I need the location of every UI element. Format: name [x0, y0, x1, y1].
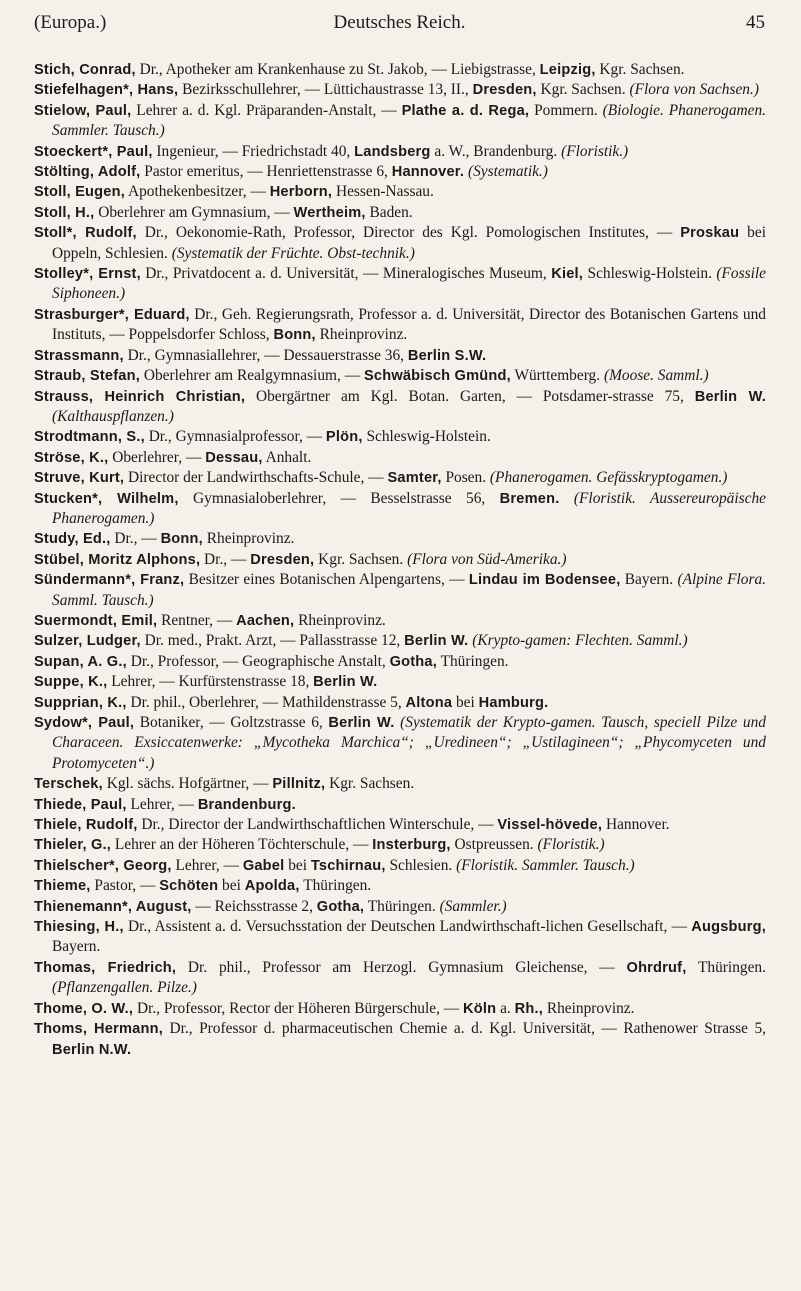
entry-place: Bonn, [160, 531, 203, 548]
entry-text: Bezirksschullehrer, — Lüttichaustrasse 13, II., [178, 81, 473, 99]
directory-entry [34, 489, 766, 530]
entry-text: Hannover. [602, 816, 670, 834]
entry-note: (Fossile Siphoneen.) [52, 265, 766, 303]
directory-entry [34, 468, 766, 488]
entry-name: Thoms, Hermann, [34, 1021, 163, 1038]
entry-text: Posen. [441, 469, 490, 487]
entry-note: (Flora von Süd-Amerika.) [407, 550, 567, 568]
entry-place: Kiel, [551, 266, 584, 283]
entry-text: bei [452, 693, 479, 711]
entry-place: Vissel-hövede, [497, 817, 603, 834]
entry-text: Rheinprovinz. [543, 999, 635, 1017]
page-number: 45 [746, 12, 765, 33]
entry-note: (Sammler.) [439, 897, 507, 915]
entry-name: Thome, O. W., [34, 1000, 134, 1017]
directory-entry [34, 611, 766, 631]
entry-note: (Systematik.) [467, 163, 548, 181]
directory-entry [34, 550, 766, 570]
entry-text: Dr., — [200, 550, 251, 568]
directory-entry [34, 223, 766, 264]
directory-entry [34, 815, 766, 835]
entry-place: Plathe a. d. Rega, [401, 102, 530, 119]
entry-place: Lindau im Bodensee, [468, 572, 621, 589]
entry-text: Dr. med., Prakt. Arzt, — Pallasstrasse 12, [140, 632, 405, 650]
entry-place: Gabel [242, 857, 285, 874]
entry-text: Lehrer, — [171, 856, 243, 874]
entry-text: Anhalt. [262, 448, 312, 466]
entry-text: Rheinprovinz. [315, 326, 408, 344]
entry-text: Besitzer eines Botanischen Alpengartens, — [184, 571, 469, 589]
entry-note: (Alpine Flora. Samml. Tausch.) [52, 571, 766, 609]
entry-text: Dr., Professor d. pharmaceutischen Chemie a. d. Kgl. Universität, — Rathenower Strasse 5, [162, 1020, 766, 1038]
entry-text: Oberlehrer am Realgymnasium, — [139, 367, 364, 385]
entry-name: Ströse, K., [34, 449, 109, 466]
entry-place: Aachen, [236, 612, 295, 629]
entry-note: (Floristik. Sammler. Tausch.) [456, 856, 635, 874]
entry-place: Leipzig, [539, 62, 596, 78]
entry-name: Suermondt, Emil, [34, 612, 158, 629]
entry-place: Plön, [325, 429, 363, 446]
entry-text: Rheinprovinz. [202, 530, 295, 548]
entry-text: Dr., Director der Landwirthschaftlichen Winterschule, — [137, 816, 498, 834]
entry-place: Landsberg [354, 143, 431, 160]
entry-text: Kgr. Sachsen. [536, 81, 630, 99]
entry-text: Thüringen. [437, 652, 509, 670]
entry-place: Bonn, [273, 327, 316, 344]
directory-entry [34, 60, 766, 80]
entry-text: Dr., Professor, Rector der Höheren Bürgerschule, — [133, 999, 464, 1017]
entry-name: Stoll*, Rudolf, [34, 225, 137, 242]
entry-name: Sündermann*, Franz, [34, 572, 185, 589]
entry-place: Augsburg, [691, 919, 766, 936]
entry-name: Stölting, Adolf, [34, 164, 141, 181]
entry-text: Dr., Geh. Regierungsrath, Professor a. d. Universität, Director des Botanischen Gartens und Instituts, — Poppelsdorfer Schloss, [52, 305, 766, 344]
directory-entry [34, 570, 766, 611]
entry-note: (Floristik.) [537, 836, 605, 854]
entry-text: Pastor, — [90, 877, 160, 895]
entry-text: bei [218, 877, 245, 895]
entry-text: Kgr. Sachsen. [314, 550, 408, 568]
entry-place: Dresden, [250, 551, 315, 568]
entry-text: Pommern. [529, 101, 603, 119]
entry-place: Proskau [680, 225, 740, 242]
directory-entry [34, 366, 766, 386]
entry-place: Bremen. [499, 490, 560, 507]
entry-name: Stoeckert*, Paul, [34, 143, 153, 160]
directory-entry [34, 203, 766, 223]
entry-text: Thüringen. [686, 958, 766, 976]
entry-place: Brandenburg. [197, 796, 296, 813]
directory-entry [34, 448, 766, 468]
entry-text: Gymnasialoberlehrer, — Besselstrasse 56, [178, 489, 500, 507]
entry-note: (Kalthauspflanzen.) [52, 407, 174, 425]
entry-text: Dr., Apotheker am Krankenhause zu St. Jakob, — Liebigstrasse, [135, 61, 540, 78]
entry-note: (Pflanzengallen. Pilze.) [52, 979, 197, 997]
entry-text: Bayern. [52, 938, 101, 956]
entry-place: Köln [463, 1000, 497, 1017]
entry-place: Berlin N.W. [52, 1041, 132, 1058]
entry-text: Dr., Professor, — Geographische Anstalt, [126, 652, 390, 670]
entry-place: Herborn, [269, 184, 333, 201]
directory-entry [34, 713, 766, 774]
entry-text: Lehrer an der Höheren Töchterschule, — [111, 836, 373, 854]
directory-entry [34, 80, 766, 100]
entry-name: Suppe, K., [34, 674, 108, 691]
entry-text: Rheinprovinz. [294, 611, 386, 629]
entry-text: Lehrer, — Kurfürstenstrasse 18, [107, 673, 314, 691]
entry-text: Hessen-Nassau. [332, 183, 434, 201]
entry-place: Samter, [387, 470, 442, 487]
entry-place: Berlin W. [694, 388, 766, 405]
entry-name: Stoll, Eugen, [34, 184, 125, 201]
entry-text: bei [284, 856, 311, 874]
entry-name: Strauss, Heinrich Christian, [34, 388, 246, 405]
directory-entry [34, 774, 766, 794]
directory-entry [34, 917, 766, 958]
entry-name: Thienemann*, August, [34, 898, 192, 915]
entry-place: Altona [405, 694, 453, 711]
entry-text: Botaniker, — Goltzstrasse 6, [134, 714, 329, 731]
entry-name: Sulzer, Ludger, [34, 633, 141, 650]
entry-place: Wertheim, [293, 204, 366, 221]
entry-note: (Flora von Sachsen.) [629, 81, 759, 99]
entry-place: Berlin W. [313, 674, 378, 691]
entry-text: Obergärtner am Kgl. Botan. Garten, — Potsdamer-strasse 75, [245, 387, 695, 405]
entry-note: (Biologie. Phanerogamen. Sammler. Tausch.) [52, 101, 766, 140]
entry-text: Pastor emeritus, — Henriettenstrasse 6, [140, 163, 392, 181]
page-title: Deutsches Reich. [333, 12, 466, 33]
directory-entry [34, 795, 766, 815]
entry-text: Kgr. Sachsen. [595, 61, 685, 78]
entry-text: Director der Landwirthschafts-Schule, — [124, 469, 388, 487]
entry-place: Hamburg. [478, 694, 549, 711]
entry-note: (Systematik der Früchte. Obst-technik.) [171, 244, 415, 262]
entry-place: Insterburg, [372, 837, 451, 854]
entry-text [559, 490, 573, 507]
entry-text: bei Oppeln, Schlesien. [52, 224, 766, 262]
directory-entry [34, 142, 766, 162]
entry-name: Thielscher*, Georg, [34, 857, 172, 874]
entry-name: Study, Ed., [34, 531, 111, 548]
entry-text: Baden. [365, 203, 413, 221]
entry-place: Dessau, [205, 449, 263, 466]
entry-text: a. [496, 999, 515, 1017]
entry-text: Apothekenbesitzer, — [124, 183, 270, 201]
directory-entry [34, 529, 766, 549]
entry-text: a. W., Brandenburg. [430, 142, 562, 160]
directory-entry [34, 305, 766, 346]
entry-note: (Krypto-gamen: Flechten. Samml.) [472, 632, 688, 650]
entry-name: Stich, Conrad, [34, 62, 136, 78]
entry-text: Oberlehrer am Gymnasium, — [94, 203, 294, 221]
entry-name: Thiele, Rudolf, [34, 817, 138, 834]
directory-entry [34, 999, 766, 1019]
entry-name: Thieler, G., [34, 837, 112, 854]
entry-name: Stoll, H., [34, 204, 95, 221]
entry-place: Gotha, [389, 653, 437, 670]
entry-name: Strassmann, [34, 347, 124, 364]
entry-name: Supprian, K., [34, 694, 127, 711]
directory-entry [34, 672, 766, 692]
entry-text: Rentner, — [157, 611, 237, 629]
entry-note: (Floristik. Aussereuropäische Phanerogamen.) [52, 489, 766, 527]
entry-text: Schleswig-Holstein. [583, 265, 717, 283]
directory-entry [34, 835, 766, 855]
page-header [34, 10, 765, 36]
entry-text: Dr., Gymnasiallehrer, — Dessauerstrasse 36, [123, 346, 408, 364]
entry-place: Schwäbisch Gmünd, [363, 368, 511, 385]
entry-text: Schleswig-Holstein. [362, 428, 491, 446]
directory-entry [34, 264, 766, 305]
directory-entry [34, 182, 766, 202]
entry-place: Berlin W. [404, 633, 469, 650]
entry-place: Schöten [159, 878, 219, 895]
entry-place: Ohrdruf, [626, 959, 687, 976]
entry-place: Hannover. [391, 164, 465, 181]
entry-name: Stolley*, Ernst, [34, 266, 141, 283]
entry-name: Stucken*, Wilhelm, [34, 490, 179, 507]
directory-entry [34, 631, 766, 651]
entry-place: Berlin S.W. [407, 347, 487, 364]
entry-place: Dresden, [472, 82, 537, 99]
directory-entry [34, 897, 766, 917]
directory-entry [34, 387, 766, 428]
entry-note: (Floristik.) [561, 142, 629, 160]
region-label: (Europa.) [34, 12, 107, 33]
entry-text: Dr., Oekonomie-Rath, Professor, Director des Kgl. Pomologischen Institutes, — [136, 224, 681, 242]
entry-text: Bayern. [620, 571, 678, 589]
entry-text: Ingenieur, — Friedrichstadt 40, [152, 142, 355, 160]
directory-entry [34, 876, 766, 896]
entry-text: Kgl. sächs. Hofgärtner, — [102, 775, 273, 793]
entry-name: Supan, A. G., [34, 653, 127, 670]
entry-name: Sydow*, Paul, [34, 715, 135, 731]
entry-note: (Phanerogamen. Gefässkryptogamen.) [489, 469, 728, 487]
directory-entry [34, 101, 766, 142]
entry-note: (Systematik der Krypto-gamen. Tausch, speciell Pilze und Characeen. Exsiccatenwerke: „Mycotheka Marchica“; „Uredineen“; „Ustilagineen“; „Phycomyceten und Protomyceten“.) [52, 714, 766, 772]
entry-name: Strasburger*, Eduard, [34, 306, 190, 323]
entry-name: Stübel, Moritz Alphons, [34, 551, 201, 568]
entry-name: Thiesing, H., [34, 919, 124, 936]
entry-text: Dr., Privatdocent a. d. Universität, — Mineralogisches Museum, [140, 265, 552, 283]
entry-name: Straub, Stefan, [34, 368, 140, 385]
entry-name: Thomas, Friedrich, [34, 959, 177, 976]
entry-text: Württemberg. [510, 367, 604, 385]
entry-place: Berlin W. [328, 715, 395, 731]
entry-text: Lehrer a. d. Kgl. Präparanden-Anstalt, — [131, 101, 402, 119]
entry-name: Strodtmann, S., [34, 429, 145, 446]
entry-name: Terschek, [34, 776, 103, 793]
directory-entry [34, 346, 766, 366]
entry-text: Dr. phil., Professor am Herzogl. Gymnasium Gleichense, — [176, 958, 627, 976]
entry-text: Thüringen. [364, 897, 440, 915]
directory-entry [34, 162, 766, 182]
entry-place: Apolda, [244, 878, 300, 895]
directory-entry [34, 693, 766, 713]
entry-place: Pillnitz, [272, 776, 326, 793]
entry-name: Thieme, [34, 878, 91, 895]
entry-list [34, 60, 766, 1060]
entry-note: (Moose. Samml.) [603, 367, 709, 385]
entry-text: Schlesien. [385, 856, 457, 874]
entry-name: Thiede, Paul, [34, 796, 127, 813]
entry-text: Dr., — [110, 530, 161, 548]
directory-entry [34, 652, 766, 672]
entry-place: Rh., [514, 1000, 543, 1017]
entry-text: Kgr. Sachsen. [325, 775, 415, 793]
entry-text: — Reichsstrasse 2, [191, 897, 317, 915]
entry-name: Struve, Kurt, [34, 470, 125, 487]
entry-text: Lehrer, — [126, 795, 198, 813]
entry-place: Gotha, [316, 898, 365, 915]
entry-text: Thüringen. [299, 877, 372, 895]
directory-entry [34, 958, 766, 999]
directory-entry [34, 856, 766, 876]
entry-name: Stiefelhagen*, Hans, [34, 82, 179, 99]
entry-text: Oberlehrer, — [108, 448, 206, 466]
entry-text: Dr. phil., Oberlehrer, — Mathildenstrasse 5, [126, 693, 406, 711]
directory-entry [34, 1019, 766, 1060]
entry-text: Dr., Gymnasialprofessor, — [144, 428, 326, 446]
entry-place: Tschirnau, [310, 857, 386, 874]
entry-text: Ostpreussen. [450, 836, 538, 854]
entry-name: Stielow, Paul, [34, 102, 132, 119]
directory-entry [34, 427, 766, 447]
entry-text: Dr., Assistent a. d. Versuchsstation der Deutschen Landwirthschaft-lichen Gesellschaft, — [123, 918, 692, 936]
